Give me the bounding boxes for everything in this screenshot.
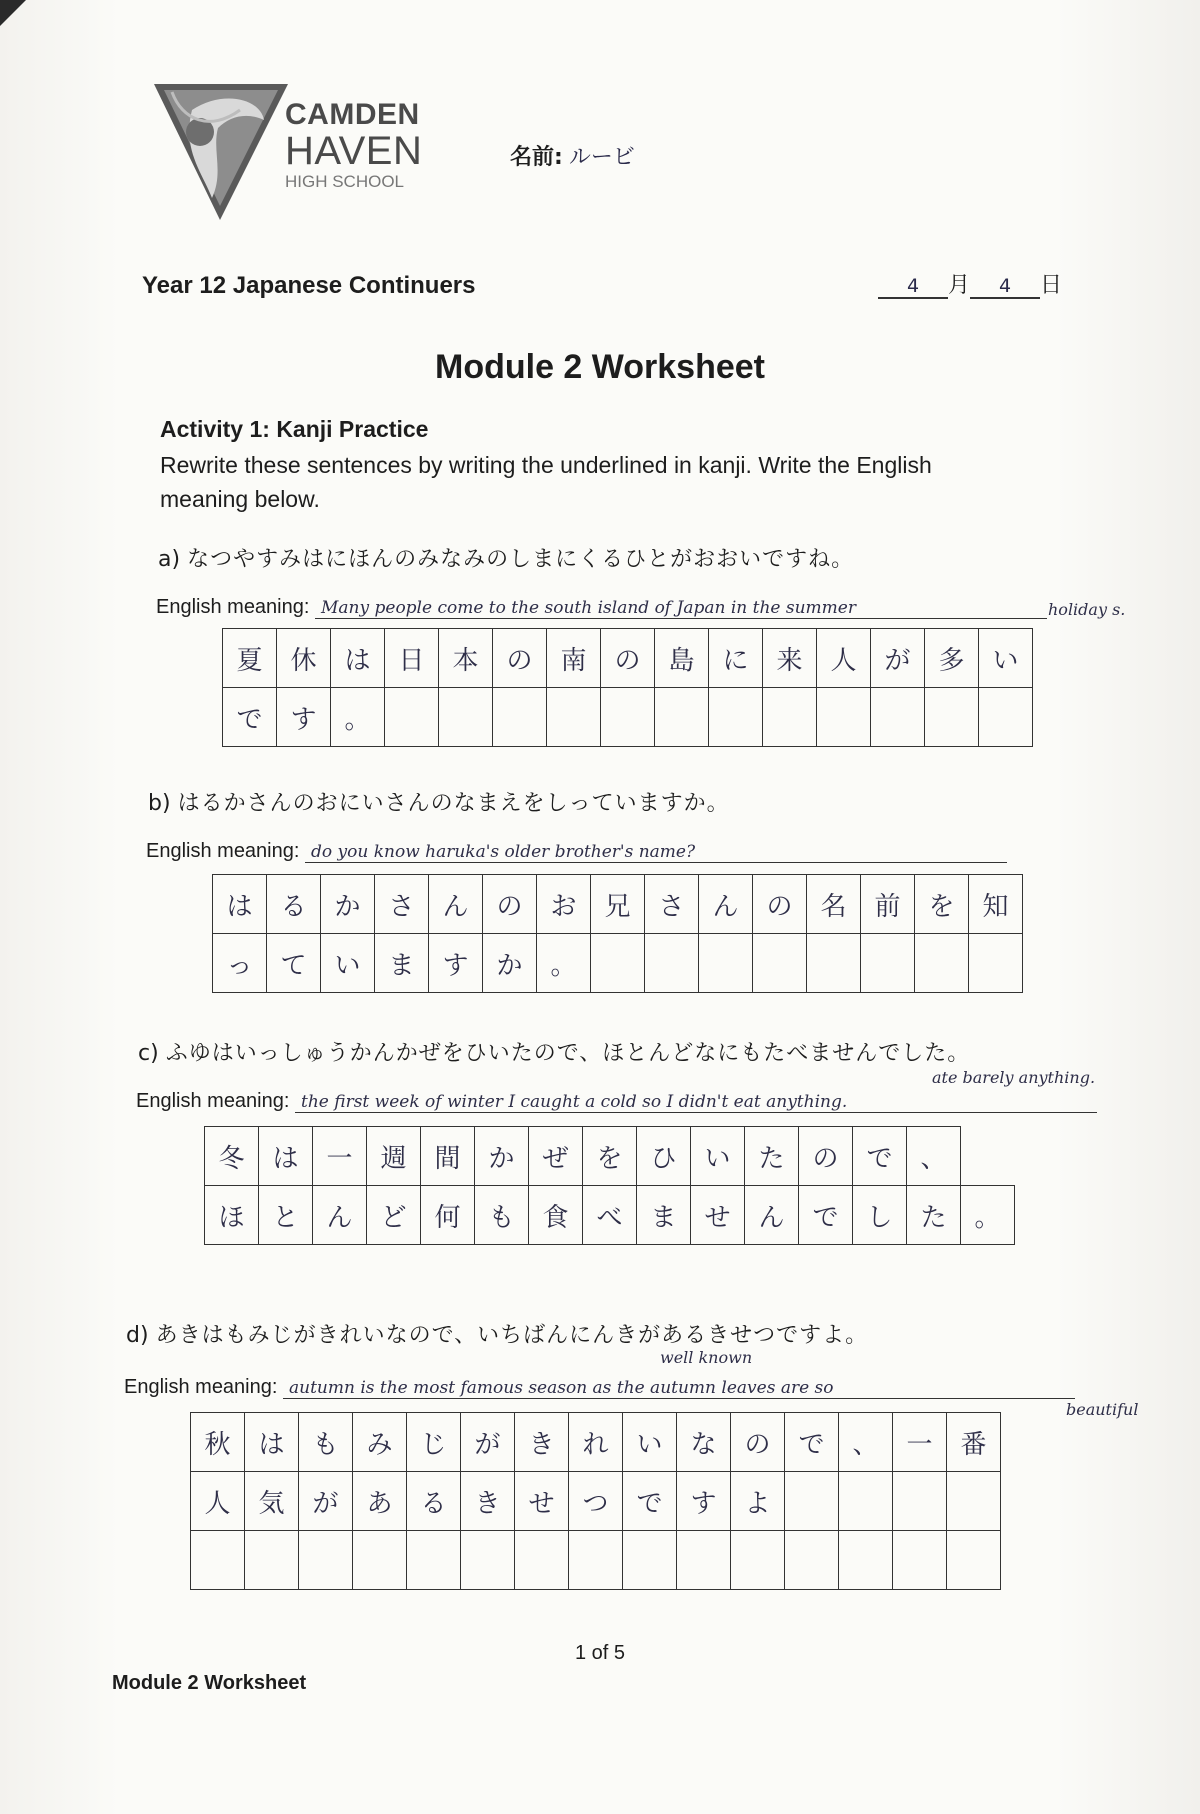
grid-cell: 多 bbox=[925, 629, 979, 688]
date-day-handwritten: 4 bbox=[970, 275, 1040, 299]
grid-cell: き bbox=[515, 1413, 569, 1472]
school-name bbox=[285, 100, 422, 190]
footer-doc-title: Module 2 Worksheet bbox=[112, 1672, 307, 1694]
grid-cell bbox=[785, 1472, 839, 1531]
grid-cell: で bbox=[853, 1127, 907, 1186]
grid-cell: も bbox=[475, 1186, 529, 1245]
grid-cell: は bbox=[245, 1413, 299, 1472]
grid-cell bbox=[645, 934, 699, 993]
school-logo-emblem bbox=[152, 80, 290, 222]
grid-cell: を bbox=[583, 1127, 637, 1186]
grid-cell bbox=[947, 1472, 1001, 1531]
school-name-line2: HAVEN bbox=[285, 129, 423, 173]
grid-cell: の bbox=[493, 629, 547, 688]
grid-cell: ぜ bbox=[529, 1127, 583, 1186]
grid-cell: い bbox=[321, 934, 375, 993]
grid-cell: す bbox=[429, 934, 483, 993]
grid-row bbox=[191, 1531, 1001, 1590]
page-number: 1 of 5 bbox=[574, 1642, 626, 1664]
question-letter: d) bbox=[126, 1323, 149, 1348]
grid-row bbox=[213, 875, 1023, 934]
grid-cell bbox=[807, 934, 861, 993]
grid-cell: 人 bbox=[817, 629, 871, 688]
date-month-label: 月 bbox=[948, 273, 971, 298]
grid-cell: す bbox=[277, 688, 331, 747]
meaning-label: English meaning: bbox=[146, 840, 300, 862]
grid-cell bbox=[731, 1531, 785, 1590]
grid-cell: 島 bbox=[655, 629, 709, 688]
grid-cell: 前 bbox=[861, 875, 915, 934]
question-sentence: あきはもみじがきれいなので、いちばんにんきがあるきせつですよ。 bbox=[155, 1323, 869, 1348]
grid-cell: ま bbox=[637, 1186, 691, 1245]
grid-cell: さ bbox=[375, 875, 429, 934]
grid-cell bbox=[915, 934, 969, 993]
meaning-a bbox=[156, 596, 1047, 619]
grid-cell: が bbox=[299, 1472, 353, 1531]
grid-cell: れ bbox=[569, 1413, 623, 1472]
grid-row bbox=[191, 1413, 1001, 1472]
grid-cell: 、 bbox=[907, 1127, 961, 1186]
question-letter: a) bbox=[158, 547, 181, 572]
grid-cell: 夏 bbox=[223, 629, 277, 688]
grid-cell bbox=[839, 1472, 893, 1531]
question-sentence: ふゆはいっしゅうかんかぜをひいたので、ほとんどなにもたべませんでした。 bbox=[165, 1041, 971, 1066]
grid-cell: 週 bbox=[367, 1127, 421, 1186]
grid-cell bbox=[753, 934, 807, 993]
grid-cell: 秋 bbox=[191, 1413, 245, 1472]
school-name-line1: CAMDEN bbox=[285, 98, 420, 131]
question-letter: b) bbox=[148, 791, 171, 816]
page-title: Module 2 Worksheet bbox=[435, 348, 765, 386]
grid-cell bbox=[385, 688, 439, 747]
grid-cell: で bbox=[223, 688, 277, 747]
grid-cell: る bbox=[267, 875, 321, 934]
question-a bbox=[158, 542, 854, 573]
grid-row bbox=[213, 934, 1023, 993]
grid-cell: の bbox=[799, 1127, 853, 1186]
meaning-answer-continuation: beautiful bbox=[1066, 1400, 1139, 1419]
grid-row bbox=[205, 1127, 1015, 1186]
grid-cell: い bbox=[623, 1413, 677, 1472]
grid-cell: 。 bbox=[961, 1186, 1015, 1245]
grid-cell bbox=[893, 1472, 947, 1531]
grid-cell: が bbox=[461, 1413, 515, 1472]
grid-cell: 間 bbox=[421, 1127, 475, 1186]
grid-cell: の bbox=[601, 629, 655, 688]
grid-cell: で bbox=[623, 1472, 677, 1531]
grid-cell: ど bbox=[367, 1186, 421, 1245]
grid-cell: で bbox=[785, 1413, 839, 1472]
name-label: 名前: bbox=[510, 145, 563, 170]
grid-cell bbox=[925, 688, 979, 747]
grid-cell bbox=[655, 688, 709, 747]
grid-cell: か bbox=[483, 934, 537, 993]
grid-cell: ま bbox=[375, 934, 429, 993]
grid-cell: は bbox=[331, 629, 385, 688]
grid-cell: を bbox=[915, 875, 969, 934]
grid-cell bbox=[969, 934, 1023, 993]
meaning-label: English meaning: bbox=[124, 1376, 278, 1398]
grid-cell: せ bbox=[515, 1472, 569, 1531]
grid-cell: 何 bbox=[421, 1186, 475, 1245]
grid-cell: ん bbox=[313, 1186, 367, 1245]
grid-cell: に bbox=[709, 629, 763, 688]
grid-cell: っ bbox=[213, 934, 267, 993]
grid-cell bbox=[871, 688, 925, 747]
grid-cell: は bbox=[213, 875, 267, 934]
grid-cell: 一 bbox=[313, 1127, 367, 1186]
grid-cell bbox=[699, 934, 753, 993]
kanji-grid-a bbox=[222, 628, 1033, 747]
grid-cell bbox=[861, 934, 915, 993]
grid-cell bbox=[591, 934, 645, 993]
page-corner-shadow bbox=[0, 0, 26, 26]
grid-cell: せ bbox=[691, 1186, 745, 1245]
grid-cell: 、 bbox=[839, 1413, 893, 1472]
meaning-answer-handwritten: autumn is the most famous season as the autumn leaves are so bbox=[283, 1378, 1075, 1399]
grid-row bbox=[191, 1472, 1001, 1531]
grid-cell: 本 bbox=[439, 629, 493, 688]
grid-cell bbox=[785, 1531, 839, 1590]
grid-cell: る bbox=[407, 1472, 461, 1531]
question-b bbox=[148, 786, 730, 817]
grid-cell: じ bbox=[407, 1413, 461, 1472]
date-field bbox=[878, 268, 1062, 299]
grid-cell: 南 bbox=[547, 629, 601, 688]
grid-cell: ん bbox=[745, 1186, 799, 1245]
grid-cell: ん bbox=[699, 875, 753, 934]
grid-cell: は bbox=[259, 1127, 313, 1186]
grid-cell: 。 bbox=[537, 934, 591, 993]
grid-cell bbox=[245, 1531, 299, 1590]
meaning-answer-handwritten: the first week of winter I caught a cold so I didn't eat anything. bbox=[295, 1092, 1097, 1113]
grid-cell: も bbox=[299, 1413, 353, 1472]
question-sentence: なつやすみはにほんのみなみのしまにくるひとがおおいですね。 bbox=[187, 547, 855, 572]
grid-cell: の bbox=[483, 875, 537, 934]
grid-cell: 人 bbox=[191, 1472, 245, 1531]
question-letter: c) bbox=[138, 1041, 159, 1066]
grid-cell: た bbox=[907, 1186, 961, 1245]
grid-cell: き bbox=[461, 1472, 515, 1531]
grid-cell: 冬 bbox=[205, 1127, 259, 1186]
grid-cell bbox=[623, 1531, 677, 1590]
grid-cell: 気 bbox=[245, 1472, 299, 1531]
grid-cell bbox=[407, 1531, 461, 1590]
grid-cell: の bbox=[731, 1413, 785, 1472]
grid-cell: つ bbox=[569, 1472, 623, 1531]
grid-cell bbox=[353, 1531, 407, 1590]
grid-cell: み bbox=[353, 1413, 407, 1472]
grid-cell: ん bbox=[429, 875, 483, 934]
grid-cell: た bbox=[745, 1127, 799, 1186]
grid-cell: あ bbox=[353, 1472, 407, 1531]
grid-row bbox=[205, 1186, 1015, 1245]
question-d bbox=[126, 1318, 868, 1349]
grid-cell bbox=[299, 1531, 353, 1590]
meaning-answer-note: well known bbox=[660, 1348, 753, 1367]
meaning-answer-continuation: holiday s. bbox=[1048, 600, 1126, 619]
grid-cell: 名 bbox=[807, 875, 861, 934]
meaning-answer-correction: ate barely anything. bbox=[932, 1068, 1096, 1087]
grid-cell bbox=[461, 1531, 515, 1590]
student-name-row bbox=[510, 140, 635, 171]
grid-cell: と bbox=[259, 1186, 313, 1245]
grid-cell: べ bbox=[583, 1186, 637, 1245]
grid-cell bbox=[515, 1531, 569, 1590]
kanji-grid-d bbox=[190, 1412, 1001, 1590]
grid-cell bbox=[817, 688, 871, 747]
grid-cell: 知 bbox=[969, 875, 1023, 934]
grid-cell bbox=[569, 1531, 623, 1590]
grid-cell: い bbox=[691, 1127, 745, 1186]
grid-cell: お bbox=[537, 875, 591, 934]
grid-cell: で bbox=[799, 1186, 853, 1245]
student-name-handwritten: ルービ bbox=[568, 145, 635, 170]
grid-cell: い bbox=[979, 629, 1033, 688]
grid-cell: 兄 bbox=[591, 875, 645, 934]
grid-cell: が bbox=[871, 629, 925, 688]
grid-cell bbox=[547, 688, 601, 747]
meaning-answer-handwritten: Many people come to the south island of Japan in the summer bbox=[315, 598, 1047, 619]
question-sentence: はるかさんのおにいさんのなまえをしっていますか。 bbox=[177, 791, 730, 816]
grid-cell bbox=[191, 1531, 245, 1590]
kanji-grid-c bbox=[204, 1126, 1015, 1245]
grid-cell: な bbox=[677, 1413, 731, 1472]
grid-cell: 日 bbox=[385, 629, 439, 688]
grid-cell: か bbox=[475, 1127, 529, 1186]
grid-row bbox=[223, 688, 1033, 747]
grid-cell: す bbox=[677, 1472, 731, 1531]
grid-cell: の bbox=[753, 875, 807, 934]
grid-cell: ほ bbox=[205, 1186, 259, 1245]
grid-cell: さ bbox=[645, 875, 699, 934]
grid-cell: 休 bbox=[277, 629, 331, 688]
grid-cell bbox=[763, 688, 817, 747]
course-title: Year 12 Japanese Continuers bbox=[142, 272, 476, 299]
grid-cell bbox=[493, 688, 547, 747]
grid-cell: よ bbox=[731, 1472, 785, 1531]
meaning-answer-handwritten: do you know haruka's older brother's name? bbox=[305, 842, 1007, 863]
grid-cell: 食 bbox=[529, 1186, 583, 1245]
grid-cell: か bbox=[321, 875, 375, 934]
meaning-d bbox=[124, 1376, 1075, 1399]
grid-cell bbox=[979, 688, 1033, 747]
date-day-label: 日 bbox=[1040, 273, 1063, 298]
meaning-c bbox=[136, 1090, 1097, 1113]
date-month-handwritten: 4 bbox=[878, 275, 948, 299]
grid-cell bbox=[677, 1531, 731, 1590]
grid-cell: ひ bbox=[637, 1127, 691, 1186]
grid-cell bbox=[839, 1531, 893, 1590]
grid-cell: 番 bbox=[947, 1413, 1001, 1472]
grid-cell: 。 bbox=[331, 688, 385, 747]
grid-cell: し bbox=[853, 1186, 907, 1245]
grid-cell bbox=[709, 688, 763, 747]
activity-title: Activity 1: Kanji Practice bbox=[160, 416, 429, 442]
activity-instructions: Rewrite these sentences by writing the underlined in kanji. Write the English meaning below. bbox=[160, 452, 932, 512]
grid-cell bbox=[947, 1531, 1001, 1590]
grid-cell bbox=[893, 1531, 947, 1590]
grid-cell: 来 bbox=[763, 629, 817, 688]
meaning-label: English meaning: bbox=[136, 1090, 290, 1112]
grid-cell bbox=[439, 688, 493, 747]
school-name-line3: HIGH SCHOOL bbox=[285, 172, 405, 191]
grid-cell: て bbox=[267, 934, 321, 993]
kanji-grid-b bbox=[212, 874, 1023, 993]
question-c bbox=[138, 1036, 970, 1067]
grid-row bbox=[223, 629, 1033, 688]
meaning-b bbox=[146, 840, 1007, 863]
meaning-label: English meaning: bbox=[156, 596, 310, 618]
grid-cell bbox=[601, 688, 655, 747]
grid-cell: 一 bbox=[893, 1413, 947, 1472]
